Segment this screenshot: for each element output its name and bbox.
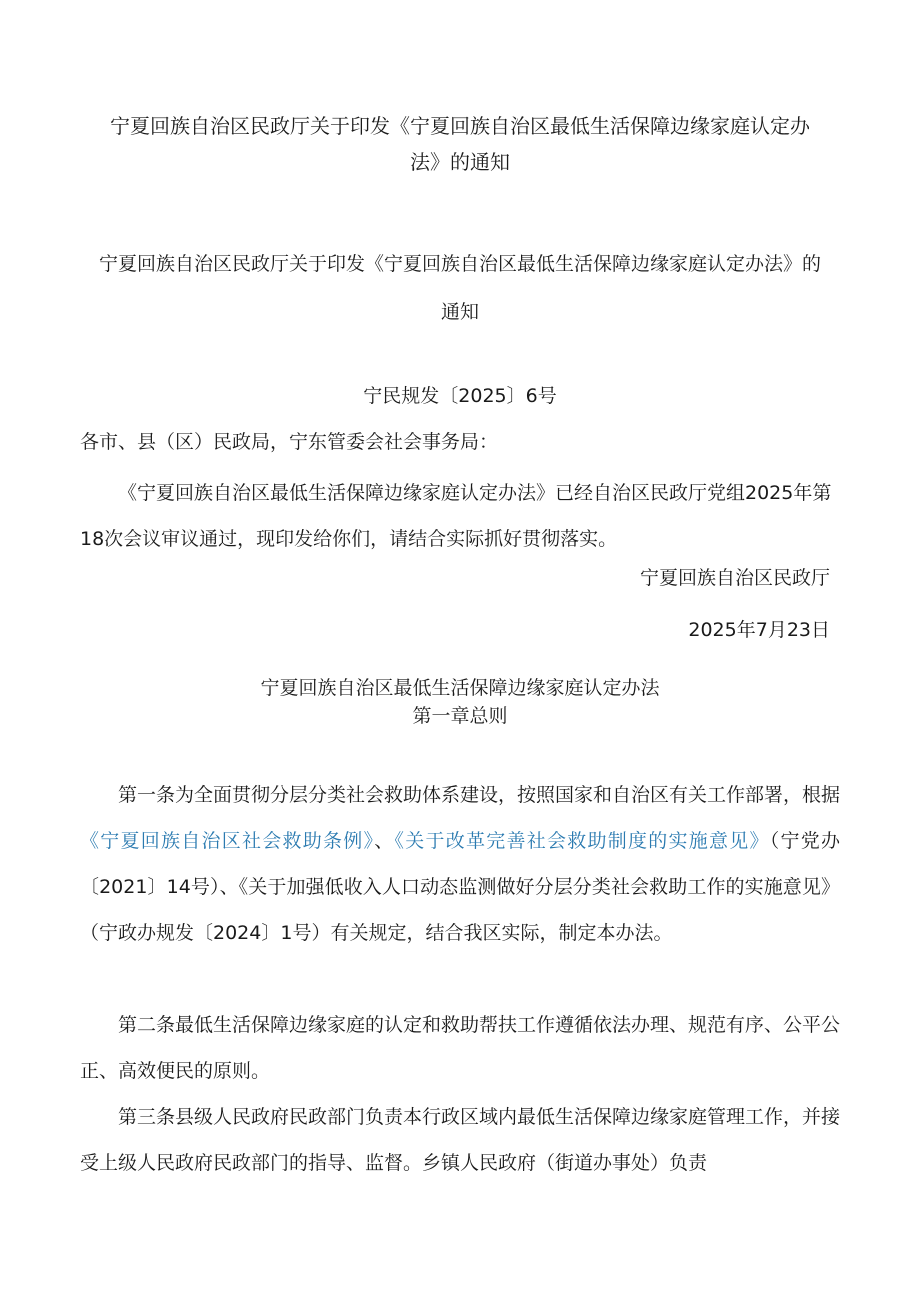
implementation-opinion-link[interactable]: 《关于改革完善社会救助制度的实施意见》 xyxy=(394,830,770,852)
notice-body: 《宁夏回族自治区最低生活保障边缘家庭认定办法》已经自治区民政厅党组2025年第18次会议审议通过，现印发给你们，请结合实际抓好贯彻落实。 xyxy=(80,482,832,550)
article-3: 第三条县级人民政府民政部门负责本行政区域内最低生活保障边缘家庭管理工作，并接受上级人民政府民政部门的指导、监督。乡镇人民政府（街道办事处）负责 xyxy=(80,1106,841,1174)
article-1-text-before: 第一条为全面贯彻分层分类社会救助体系建设，按照国家和自治区有关工作部署，根据 xyxy=(118,784,841,806)
document-title: 宁夏回族自治区民政厅关于印发《宁夏回族自治区最低生活保障边缘家庭认定办法》的通知 xyxy=(110,114,810,174)
addressee: 各市、县（区）民政局，宁东管委会社会事务局： xyxy=(80,431,499,453)
article-1-separator: 、 xyxy=(374,830,395,852)
article-1 xyxy=(80,772,840,956)
regulation-link[interactable]: 《宁夏回族自治区社会救助条例》 xyxy=(80,830,375,852)
signature-organization: 宁夏回族自治区民政厅 xyxy=(639,567,830,589)
article-2: 第二条最低生活保障边缘家庭的认定和救助帮扶工作遵循依法办理、规范有序、公平公正、高效便民的原则。 xyxy=(80,1014,841,1082)
article-1-text-after: （宁党办〔2021〕14号）、《关于加强低收入人口动态监测做好分层分类社会救助工作的实施意见》（宁政办规发〔2024〕1号）有关规定，结合我区实际，制定本办法。 xyxy=(80,830,840,944)
signature-date: 2025年7月23日 xyxy=(688,619,830,641)
chapter-heading: 第一章总则 xyxy=(412,705,508,727)
measures-title: 宁夏回族自治区最低生活保障边缘家庭认定办法 xyxy=(260,677,660,699)
document-number: 宁民规发〔2025〕6号 xyxy=(363,385,557,407)
document-subtitle: 宁夏回族自治区民政厅关于印发《宁夏回族自治区最低生活保障边缘家庭认定办法》的通知 xyxy=(98,253,821,323)
